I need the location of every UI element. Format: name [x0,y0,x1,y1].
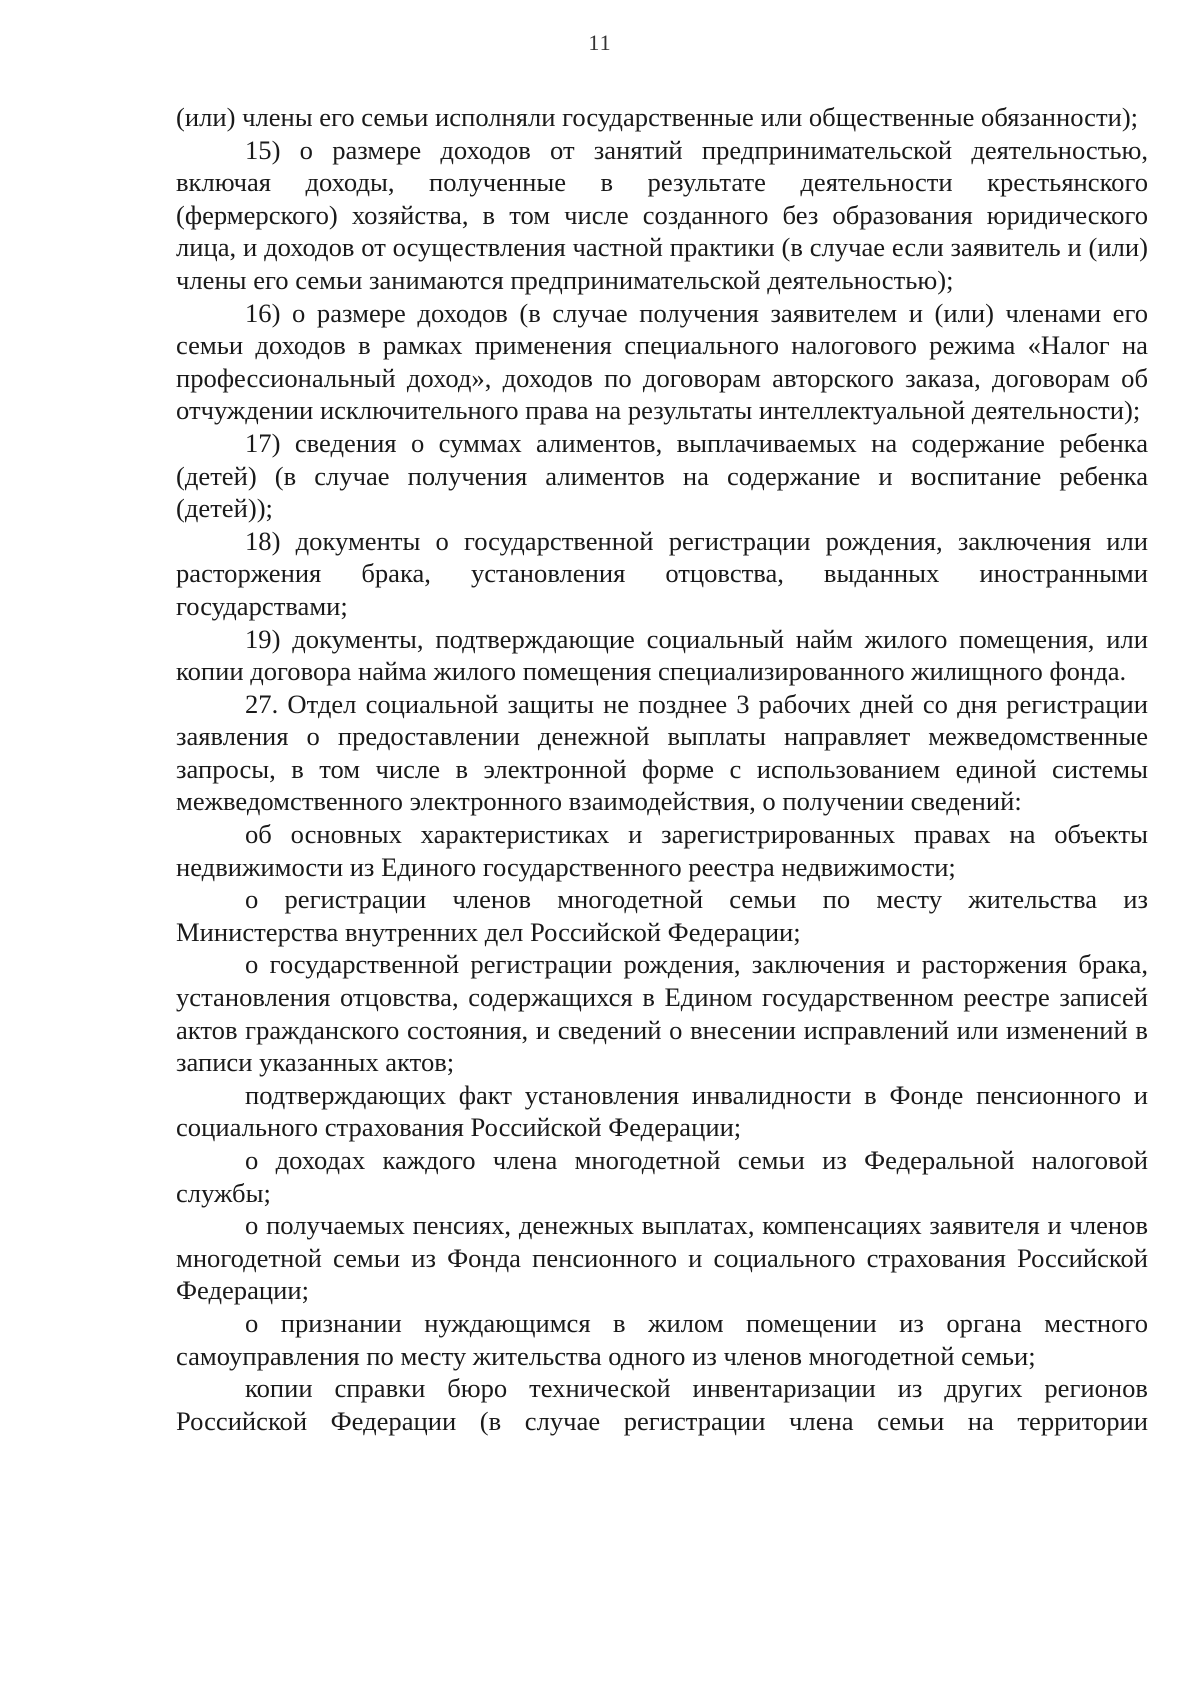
paragraph-request-registration: о регистрации членов многодетной семьи по месту жительства из Министерства внутренних дел Российской Федерации; [176,884,1148,947]
document-body [176,101,1148,1437]
paragraph-request-civil-status: о государственной регистрации рождения, заключения и расторжения брака, установления отцовства, содержащихся в Едином государственном реестре записей актов гражданского состояния, и сведений о внесении исправлений или изменений в записи указанных актов; [176,949,1148,1078]
paragraph-request-bti: копии справки бюро технической инвентаризации из других регионов Российской Федерации (в случае регистрации члена семьи на территории [176,1373,1148,1436]
paragraph-continuation: (или) члены его семьи исполняли государственные или общественные обязанности); [176,102,1139,132]
paragraph-item-18: 18) документы о государственной регистрации рождения, заключения или расторжения брака, установления отцовства, выданных иностранными государствами; [176,525,1148,621]
paragraph-request-disability: подтверждающих факт установления инвалидности в Фонде пенсионного и социального страхования Российской Федерации; [176,1079,1148,1143]
paragraph-section-27: 27. Отдел социальной защиты не позднее 3 рабочих дней со дня регистрации заявления о предоставлении денежной выплаты направляет межведомственные запросы, в том числе в электронной форме с использованием единой системы межведомственного электронного взаимодействия, о получении сведений: [176,688,1148,817]
paragraph-item-16: 16) о размере доходов (в случае получения заявителем и (или) членами его семьи доходов в рамках применения специального налогового режима «Налог на профессиональный доход», доходов по договорам авторского заказа, договорам об отчуждении исключительного права на результаты интеллектуальной деятельности); [176,297,1148,426]
paragraph-item-15: 15) о размере доходов от занятий предпринимательской деятельностью, включая доходы, полученные в результате деятельности крестьянского (фермерского) хозяйства, в том числе созданного без образования юридического лица, и доходов от осуществления частной практики (в случае если заявитель и (или) члены его семьи занимаются предпринимательской деятельностью); [176,134,1148,295]
paragraph-request-real-estate: об основных характеристиках и зарегистрированных правах на объекты недвижимости из Единого государственного реестра недвижимости; [176,819,1148,882]
paragraph-request-income: о доходах каждого члена многодетной семьи из Федеральной налоговой службы; [176,1145,1148,1208]
page-number: 11 [588,30,612,55]
paragraph-item-17: 17) сведения о суммах алиментов, выплачиваемых на содержание ребенка (детей) (в случае получения алиментов на содержание и воспитание ребенка (детей)); [176,427,1148,524]
paragraph-request-housing-need: о признании нуждающимся в жилом помещении из органа местного самоуправления по месту жительства одного из членов многодетной семьи; [176,1307,1148,1371]
paragraph-item-19: 19) документы, подтверждающие социальный найм жилого помещения, или копии договора найма жилого помещения специализированного жилищного фонда. [176,623,1148,687]
paragraph-request-pensions: о получаемых пенсиях, денежных выплатах, компенсациях заявителя и членов многодетной семьи из Фонда пенсионного и социального страхования Российской Федерации; [176,1210,1148,1306]
